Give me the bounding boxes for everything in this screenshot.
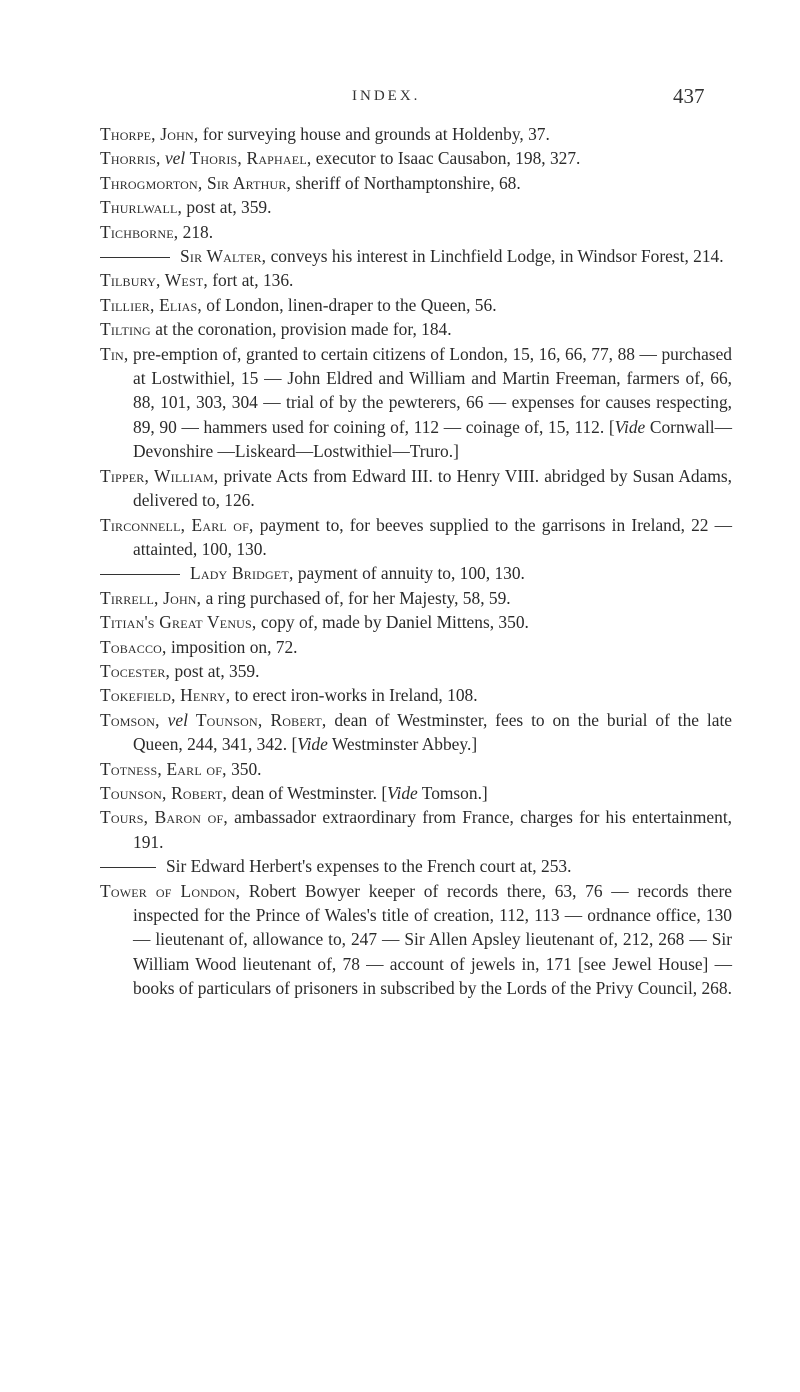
entry-text: sheriff of Northamptonshire, 68.	[291, 172, 521, 193]
index-entry	[100, 659, 732, 683]
index-entry	[100, 146, 732, 170]
running-head-title: INDEX.	[352, 88, 421, 104]
page-number: 437	[673, 84, 705, 108]
entry-heading: Tilting	[100, 319, 151, 340]
entry-text: at the coronation, provision made for, 184.	[150, 319, 452, 340]
index-entry	[100, 268, 732, 292]
index-entry	[100, 805, 732, 854]
index-subentry	[100, 854, 732, 878]
entry-heading: Tin,	[100, 343, 129, 364]
index-subentry	[100, 244, 732, 268]
entry-text: imposition on, 72.	[166, 636, 298, 657]
index-entry	[100, 635, 732, 659]
entry-text: of London, linen-draper to the Queen, 56.	[201, 294, 497, 315]
index-entry	[100, 757, 732, 781]
entry-heading: Titian's Great Venus,	[100, 612, 257, 633]
entry-text: expenses to the French court at, 253.	[312, 856, 572, 877]
entry-heading: Thorris,	[100, 148, 161, 169]
index-entry	[100, 610, 732, 634]
index-entry	[100, 122, 732, 146]
entry-bracket: [	[604, 416, 615, 437]
entry-heading: Tilbury, West,	[100, 270, 208, 291]
entry-heading: Tounson, Robert,	[100, 782, 228, 803]
index-entry	[100, 708, 732, 757]
entry-text: executor to Isaac Causabon, 198, 327.	[311, 148, 581, 169]
entry-text: post at, 359.	[182, 197, 272, 218]
entry-crossref: Westminster Abbey.]	[327, 734, 478, 755]
entry-crossref: Tomson.]	[417, 782, 488, 803]
entry-vel: vel	[164, 148, 186, 169]
index-entry	[100, 586, 732, 610]
index-entry	[100, 781, 732, 805]
entry-subheading: Lady Bridget,	[190, 563, 294, 584]
index-entry	[100, 195, 732, 219]
entry-heading: Tirconnell, Earl of,	[100, 514, 254, 535]
entry-heading: Totness, Earl of,	[100, 758, 227, 779]
entry-heading: Tower of London,	[100, 880, 241, 901]
entry-heading: Thurlwall,	[100, 197, 183, 218]
entry-subheading: Sir Walter,	[180, 246, 267, 267]
index-entry	[100, 464, 732, 513]
entry-text: 350.	[226, 758, 262, 779]
entry-text: pre-emption of, granted to certain citizens of London, 15, 16, 66, 77, 88 — purchased at Lostwithiel, 15 — John Eldred and William and Martin Freeman, farmers of, 66, 88, 101, 303, 304 — trial of by the pewterers, 66 — expenses for causes respecting, 89, 90 — hammers used for coining of, 112 — coinage of, 15, 112.	[128, 343, 732, 437]
entry-text: copy of, made by Daniel Mittens, 350.	[256, 612, 529, 633]
entry-vide: Vide	[387, 782, 418, 803]
entry-heading: Tours, Baron of,	[100, 807, 228, 828]
index-entry	[100, 342, 732, 464]
entry-text: private Acts from Edward III. to Henry VIII. abridged by Susan Adams, delivered to, 126.	[133, 465, 732, 511]
entry-text: Robert Bowyer keeper of records there, 63, 76 — records there inspected for the Prince of Wales's title of creation, 112, 113 — ordnance office, 130 — lieutenant of, allowance to, 247 — Sir Allen Apsley lieutenant of, 212, 268 — Sir William Wood lieutenant of, 78 — account of jewels in, 171 [see Jewel House] — books of particulars of prisoners in subscribed by the Lords of the Privy Council, 268.	[133, 880, 732, 999]
index-entry	[100, 220, 732, 244]
entry-heading-alt: Thoris, Raphael,	[189, 148, 312, 169]
entry-bracket: [	[287, 734, 298, 755]
entry-text: dean of Westminster.	[227, 782, 378, 803]
ditto-rule	[100, 867, 156, 868]
ditto-rule	[100, 257, 170, 258]
index-entry	[100, 293, 732, 317]
entry-heading: Tichborne,	[100, 221, 179, 242]
entry-text: for surveying house and grounds at Holdenby, 37.	[198, 124, 550, 144]
entry-heading: Throgmorton, Sir Arthur,	[100, 172, 292, 193]
index-entries	[100, 122, 732, 1001]
entry-crossref: Cornwall—Devonshire —Liskeard—Lostwithiel—Truro.]	[133, 416, 733, 462]
entry-vide: Vide	[297, 734, 328, 755]
running-head	[0, 86, 800, 110]
entry-text: ambassador extraordinary from France, charges for his entertainment, 191.	[133, 807, 732, 852]
entry-text: dean of Westminster, fees to on the burial of the late Queen, 244, 341, 342.	[133, 709, 732, 755]
entry-text: 218.	[178, 221, 214, 242]
entry-heading: Tipper, William,	[100, 465, 219, 486]
entry-text: post at, 359.	[170, 660, 260, 681]
entry-text: conveys his interest in Linchfield Lodge, in Windsor Forest, 214.	[266, 246, 724, 267]
entry-vel: vel	[167, 709, 188, 730]
entry-heading: Tocester,	[100, 660, 171, 681]
entry-heading: Thorpe, John,	[100, 124, 199, 144]
index-entry	[100, 683, 732, 707]
index-entry	[100, 171, 732, 195]
entry-subheading: Sir Edward Herbert's	[166, 856, 313, 877]
entry-vide: Vide	[614, 416, 646, 437]
entry-text: fort at, 136.	[207, 270, 294, 291]
ditto-rule	[100, 574, 180, 575]
entry-heading: Tobacco,	[100, 636, 167, 657]
index-entry	[100, 317, 732, 341]
index-entry	[100, 879, 732, 1001]
entry-text: payment to, for beeves supplied to the garrisons in Ireland, 22 — attainted, 100, 130.	[133, 514, 732, 559]
entry-text: payment of annuity to, 100, 130.	[293, 563, 525, 584]
entry-heading: Tirrell, John,	[100, 587, 202, 608]
entry-heading-alt: Tounson, Robert,	[195, 709, 327, 730]
entry-heading: Tillier, Elias,	[100, 294, 202, 315]
entry-text: a ring purchased of, for her Majesty, 58, 59.	[201, 587, 511, 608]
index-subentry	[100, 561, 732, 585]
entry-heading: Tomson,	[100, 709, 160, 730]
entry-heading: Tokefield, Henry,	[100, 685, 231, 706]
entry-text: to erect iron-works in Ireland, 108.	[230, 685, 478, 706]
index-entry	[100, 513, 732, 562]
entry-bracket: [	[377, 782, 388, 803]
